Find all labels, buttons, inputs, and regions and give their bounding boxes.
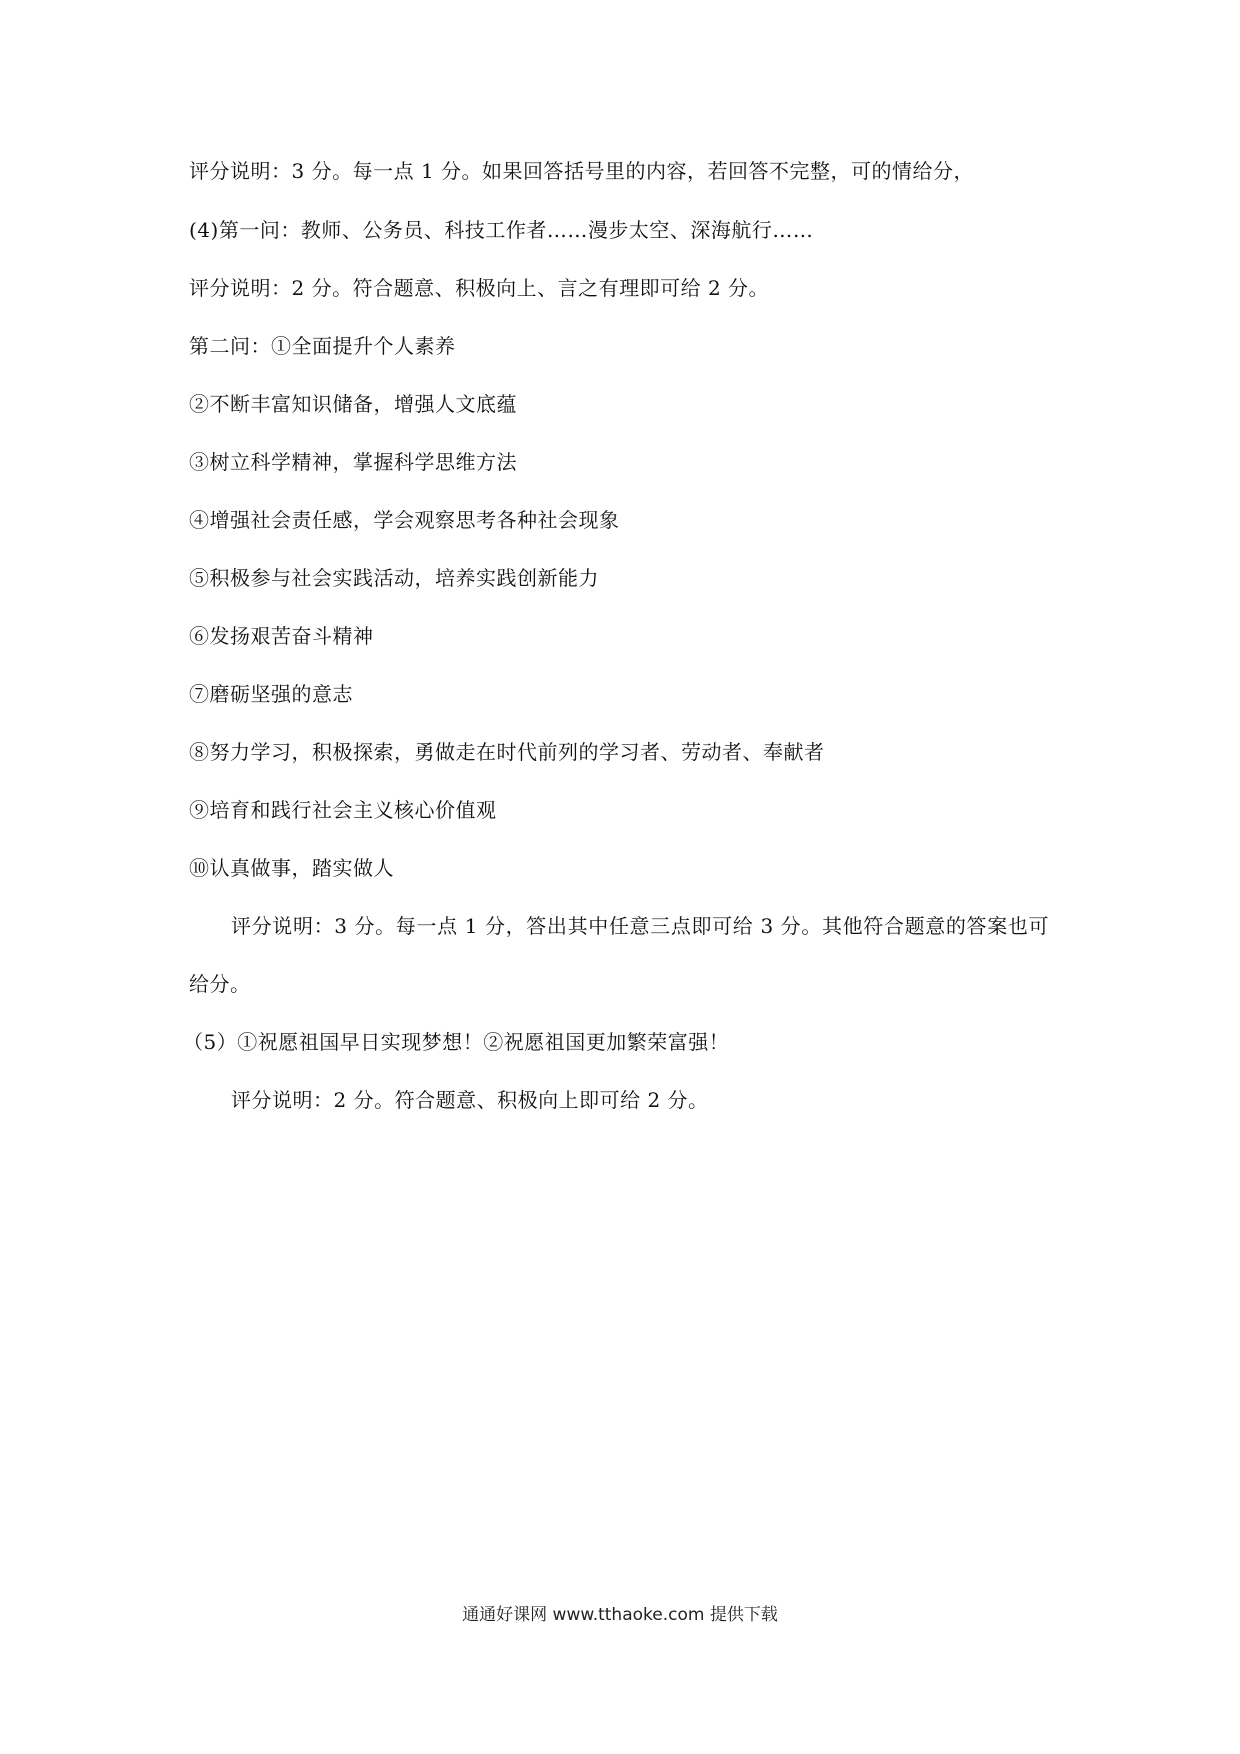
question-4-part-1-answer: (4)第一问：教师、公务员、科技工作者……漫步太空、深海航行…… — [189, 218, 814, 242]
answer-point-5: ⑤积极参与社会实践活动，培养实践创新能力 — [189, 566, 599, 590]
answer-point-7: ⑦磨砺坚强的意志 — [189, 682, 353, 706]
question-5-scoring-note: 评分说明：2 分。符合题意、积极向上即可给 2 分。 — [231, 1088, 709, 1112]
footer-download-notice: 通通好课网 www.tthaoke.com 提供下载 — [462, 1605, 778, 1625]
answer-point-8: ⑧努力学习，积极探索，勇做走在时代前列的学习者、劳动者、奉献者 — [189, 740, 825, 764]
answer-point-10: ⑩认真做事，踏实做人 — [189, 856, 394, 880]
scoring-paragraph: 评分说明：3 分。每一点 1 分，答出其中任意三点即可给 3 分。其他符合题意的答案也可给分。 — [189, 914, 1049, 996]
question-5-answer: （5）①祝愿祖国早日实现梦想！②祝愿祖国更加繁荣富强！ — [183, 1030, 730, 1054]
answer-point-9: ⑨培育和践行社会主义核心价值观 — [189, 798, 497, 822]
answer-point-6: ⑥发扬艰苦奋斗精神 — [189, 624, 374, 648]
answer-point-2: ②不断丰富知识储备，增强人文底蕴 — [189, 392, 517, 416]
answer-point-3: ③树立科学精神，掌握科学思维方法 — [189, 450, 517, 474]
question-4-part-2-point-1: 第二问：①全面提升个人素养 — [189, 334, 456, 358]
answer-point-4: ④增强社会责任感，学会观察思考各种社会现象 — [189, 508, 620, 532]
scoring-note-2-points: 评分说明：2 分。符合题意、积极向上、言之有理即可给 2 分。 — [189, 276, 770, 300]
scoring-note-3-points: 评分说明：3 分。每一点 1 分。如果回答括号里的内容，若回答不完整，可的情给分， — [189, 159, 975, 183]
